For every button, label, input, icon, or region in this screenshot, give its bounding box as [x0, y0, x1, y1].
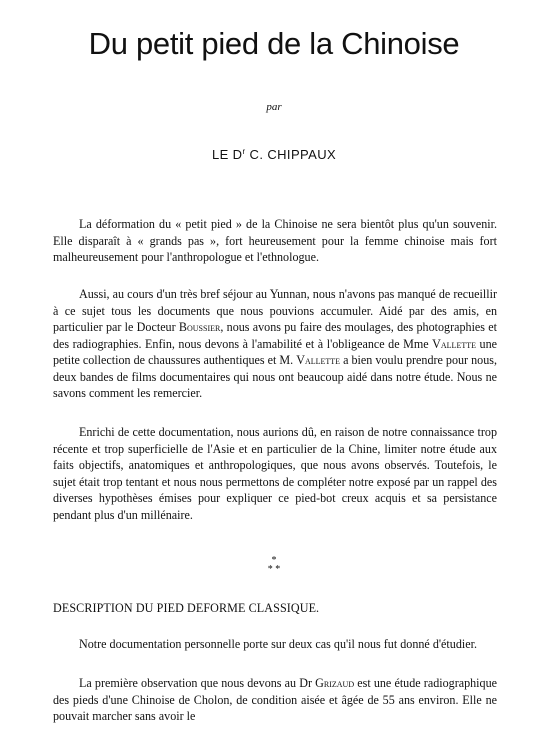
paragraph-documentation: Notre documentation personnelle porte sur deux cas qu'il nous fut donné d'étudier.	[79, 637, 477, 651]
paragraph-acknowledgements-part-b: , nous avons pu faire des moulages, des photographies et des radiographies. Enfin, nous devons à l'amabilité et à l'obligeance de Mme	[53, 320, 498, 351]
author-title-superscript: r	[242, 147, 246, 156]
paragraph-first-observation-block	[53, 675, 497, 733]
person-name-grizaud: Grizaud	[315, 676, 355, 690]
paragraph-first-observation-part-a: La première observation que nous devons au Dr	[79, 676, 316, 690]
paragraph-scope-block	[53, 424, 497, 531]
asterism-bottom: * *	[267, 564, 281, 575]
paragraph-intro-block	[53, 216, 497, 274]
paragraph-scope: Enrichi de cette documentation, nous aurions dû, en raison de notre connaissance trop récente et trop superficielle de l'Asie et en particulier de la Chine, limiter notre étude aux faits objectifs, anatomiques et anthropologiques, que nous avons observés. Toutefois, le sujet était trop tentant et nous nous permettons de compléter notre exposé par un rappel des diverses hypothèses émises pour expliquer ce pied-bot creux acquis et sa persistance pendant plus d'un millénaire.	[53, 425, 497, 522]
author-surname: C. CHIPPAUX	[249, 147, 337, 162]
person-name-vallette-1: Vallette	[432, 336, 476, 351]
paragraph-first-observation-part-b: est une étude radiographique des pieds d'une Chinoise de Cholon, de condition aisée et âgée de 55 ans environ. Elle ne pouvait marcher sans avoir le	[53, 676, 497, 723]
paragraph-first-observation	[53, 675, 497, 725]
article-title: Du petit pied de la Chinoise	[88, 26, 460, 61]
author-name	[0, 147, 548, 162]
person-name-boussier: Boussier	[178, 320, 221, 334]
asterism-top: *	[271, 555, 277, 566]
author-prefix: LE D	[211, 147, 243, 162]
paragraph-acknowledgements-block	[53, 286, 497, 410]
paragraph-acknowledgements-part-a: Aussi, au cours d'un très bref séjour au Yunnan, nous n'avons pas manqué de recueillir à ce sujet tous les documents que nous pouvions accumuler. Aidé par des amis, en particulier par le Docteur	[53, 287, 497, 334]
paragraph-acknowledgements-part-c: une petite collection de chaussures authentiques et M.	[53, 336, 497, 367]
section-separator-asterism	[0, 556, 548, 574]
paragraph-acknowledgements	[53, 286, 497, 402]
paragraph-acknowledgements-part-d: a bien voulu prendre pour nous, deux bandes de films documentaires qui nous ont beaucoup aidé dans notre étude. Nous ne savons comment les remercier.	[53, 353, 497, 400]
paragraph-intro: La déformation du « petit pied » de la Chinoise ne sera bientôt plus qu'un souvenir. Elle disparaît à « grands pas », fort heureusement pour la femme chinoise mais fort malheureusement pour l'anthropologue et l'ethnologue.	[53, 217, 497, 264]
paragraph-documentation-block	[53, 636, 497, 661]
section-heading: DESCRIPTION DU PIED DEFORME CLASSIQUE.	[53, 601, 320, 615]
person-name-vallette-2: Vallette	[296, 353, 341, 367]
byline-par: par	[266, 101, 282, 113]
